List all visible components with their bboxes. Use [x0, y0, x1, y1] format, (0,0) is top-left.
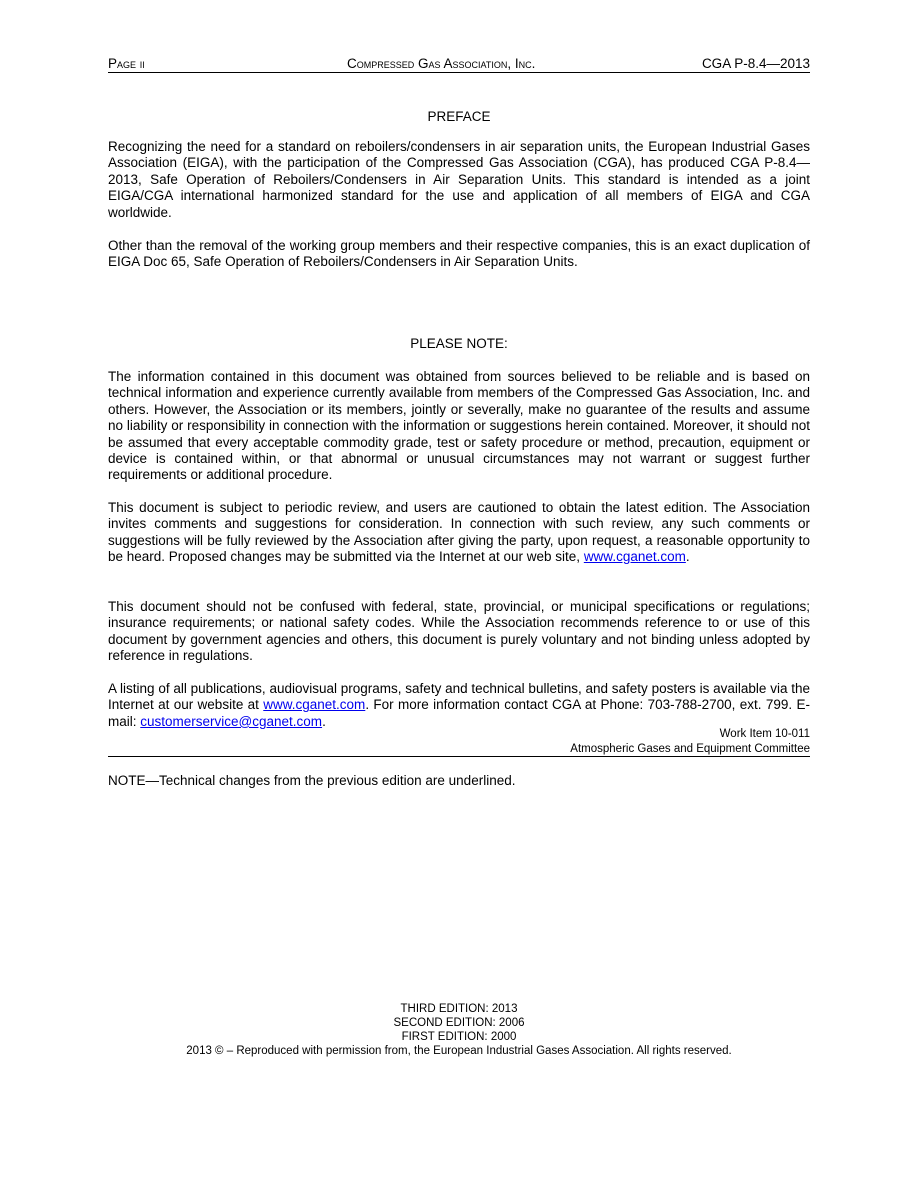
- please-note-title: PLEASE NOTE:: [410, 336, 508, 351]
- work-item: Work Item 10-011: [719, 728, 810, 740]
- first-edition: FIRST EDITION: 2000: [401, 1031, 517, 1043]
- period: .: [322, 713, 326, 729]
- preface-paragraph-1: Recognizing the need for a standard on reboilers/condensers in air separation units, the European Industrial Gases Association (EIGA), with the participation of the Compressed Gas Association (CGA), has produced CGA P-8.4—2013, Safe Operation of Reboilers/Condensers in Air Separation Units. This standard is intended as a joint EIGA/CGA international harmonized standard for the use and application of all members of EIGA and CGA worldwide.: [108, 139, 810, 220]
- copyright-notice: 2013 © – Reproduced with permission from, the European Industrial Gases Association. All rights reserved.: [186, 1045, 732, 1057]
- email-link[interactable]: customerservice@cganet.com: [140, 713, 323, 729]
- preface-title: PREFACE: [427, 109, 491, 124]
- note-paragraph-3: This document should not be confused with federal, state, provincial, or municipal specifications or regulations; insurance requirements; or national safety codes. While the Association recommends reference to or use of this document by government agencies and others, this document is purely voluntary and not binding unless adopted by reference in regulations.: [108, 599, 810, 664]
- org-name: Compressed Gas Association, Inc.: [347, 56, 536, 71]
- third-edition: THIRD EDITION: 2013: [400, 1003, 518, 1015]
- contact-text: . For more information contact CGA at Phone: 703-788-2700, ext. 799. E-mail:: [108, 697, 810, 729]
- website-link[interactable]: www.cganet.com: [263, 697, 366, 713]
- preface-paragraph-2: Other than the removal of the working group members and their respective companies, this is an exact duplication of EIGA Doc 65, Safe Operation of Reboilers/Condensers in Air Separation Units.: [108, 238, 810, 270]
- page-number: Page ii: [108, 56, 145, 71]
- note-paragraph-2: [108, 500, 810, 566]
- editions-block: [108, 1002, 810, 1058]
- page-header: [108, 55, 810, 73]
- note-paragraph-1: The information contained in this document was obtained from sources believed to be reliable and is based on technical information and experience currently available from members of the Compressed Gas Association, Inc. and others. However, the Association or its members, jointly or severally, make no guarantee of the results and assume no liability or responsibility in connection with the information or suggestions herein contained. Moreover, it should not be assumed that every acceptable commodity grade, test or safety procedure or method, precaution, equipment or device is contained within, or that abnormal or unusual circumstances may not warrant or suggest further requirements or additional procedure.: [108, 369, 810, 483]
- committee-name: Atmospheric Gases and Equipment Committee: [108, 742, 810, 757]
- document-id: CGA P-8.4—2013: [701, 56, 810, 71]
- period: .: [685, 549, 690, 565]
- note-paragraph-4: [108, 681, 810, 730]
- technical-changes-note: NOTE—Technical changes from the previous edition are underlined.: [108, 773, 516, 788]
- note-paragraph-2-text: This document is subject to periodic review, and users are cautioned to obtain the latest edition. The Association invites comments and suggestions for consideration. In connection with such review, any such comments or suggestions will be fully reviewed by the Association after giving the party, upon request, a reasonable opportunity to be heard. Proposed changes may be submitted via the Internet at our web site,: [108, 500, 810, 565]
- second-edition: SECOND EDITION: 2006: [393, 1017, 525, 1029]
- note-paragraph-4-text: A listing of all publications, audiovisual programs, safety and technical bulletins, and safety posters is available via the Internet at our website at: [108, 681, 810, 713]
- cganet-link[interactable]: www.cganet.com: [583, 549, 686, 565]
